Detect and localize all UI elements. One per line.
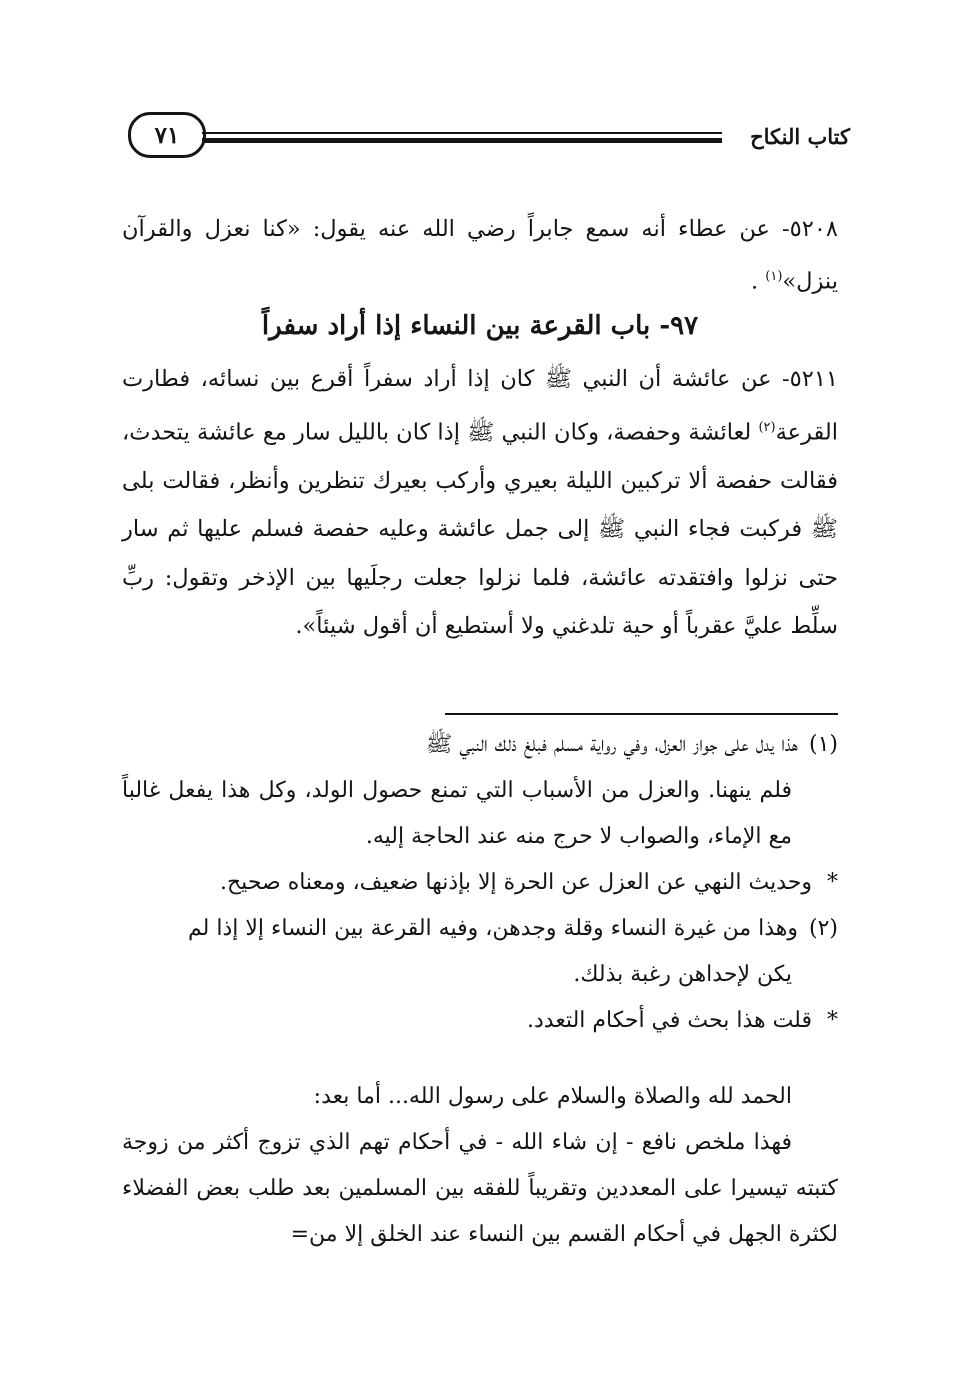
header-rule-thin: [202, 132, 722, 134]
header-rule-thick: [202, 138, 722, 143]
footnote-star-2: [122, 998, 838, 1044]
footnote-separator: [445, 713, 838, 715]
star-marker-1: *: [827, 870, 838, 895]
page-header: [128, 112, 850, 158]
hadith-5208-end: .: [750, 268, 759, 295]
footnote-1-continued: فلم ينهنا. والعزل من الأسباب التي تمنع حصول الولد، وكل هذا يفعل غالباً مع الإماء، والصواب لا حرج منه عند الحاجة إليه.: [122, 778, 792, 849]
hadith-5208-number: ٥٢٠٨-: [782, 216, 838, 242]
hadith-5211-text-a: عن عائشة أن النبي ﷺ كان إذا أراد سفراً أقرع بين نسائه، فطارت القرعة: [122, 366, 838, 445]
footnote-star-1-text: وحديث النهي عن العزل عن الحرة إلا بإذنها ضعيف، ومعناه صحيح.: [219, 870, 812, 895]
page-number: [128, 112, 206, 158]
hadith-5208-paragraph: [122, 206, 838, 306]
book-title: كتاب النكاح: [750, 124, 850, 149]
footnote-1-label: (١): [808, 732, 838, 757]
continuation-line-1: الحمد لله والصلاة والسلام على رسول الله... أما بعد:: [313, 1084, 792, 1109]
hadith-5208-text: عن عطاء أنه سمع جابراً رضي الله عنه يقول: «كنا نعزل والقرآن ينزل»: [122, 216, 838, 295]
continuation-text: [122, 1074, 838, 1258]
footnote-2-label: (٢): [808, 916, 838, 941]
hadith-5211-text-b: لعائشة وحفصة، وكان النبي ﷺ إذا كان بالليل سار مع عائشة يتحدث، فقالت حفصة ألا تركبين الليلة بعيري وأركب بعيرك تنظرين وأنظر، فقالت بلى ﷺ فركبت فجاء النبي ﷺ إلى جمل عائشة وعليه حفصة فسلم عليها ثم سار حتى نزلوا وافتقدته عائشة، فلما نزلوا جعلت رجلَيها بين الإذخر وتقول: ربِّ سلِّط عليَّ عقرباً أو حية تلدغني ولا أستطيع أن أقول شيئاً».: [122, 419, 838, 639]
hadith-5211-number: ٥٢١١-: [782, 366, 838, 392]
footnote-2-continued: يكن لإحداهن رغبة بذلك.: [573, 962, 792, 987]
footnote-star-2-text: قلت هذا بحث في أحكام التعدد.: [526, 1008, 812, 1033]
footnote-1: [122, 722, 838, 768]
footnote-ref-2: (٢): [758, 419, 776, 435]
hadith-5208: [122, 206, 838, 306]
page-number-text: ٧١: [154, 121, 180, 149]
footnotes: [122, 722, 838, 1044]
footnote-ref-1: (١): [765, 269, 783, 284]
footnote-star-1: [122, 860, 838, 906]
hadith-5211: [122, 355, 838, 651]
star-marker-2: *: [827, 1008, 838, 1033]
hadith-5211-paragraph: [122, 355, 838, 651]
chapter-title: ٩٧- باب القرعة بين النساء إذا أراد سفراً: [261, 311, 699, 341]
footnote-1-text: هذا يدل على جواز العزل، وفي رواية مسلم فبلغ ذلك النبي ﷺ: [425, 732, 798, 757]
footnote-2-text: وهذا من غيرة النساء وقلة وجدهن، وفيه القرعة بين النساء إلا إذا لم: [188, 916, 798, 941]
continuation-paragraph: فهذا ملخص نافع - إن شاء الله - في أحكام تهم الذي تزوج أكثر من زوجة كتبته تيسيرا على المعددين وتقريباً للفقه بين المسلمين بعد طلب بعض الفضلاء لكثرة الجهل في أحكام القسم بين النساء عند الخلق إلا من=: [122, 1130, 838, 1247]
footnote-2: [122, 906, 838, 952]
